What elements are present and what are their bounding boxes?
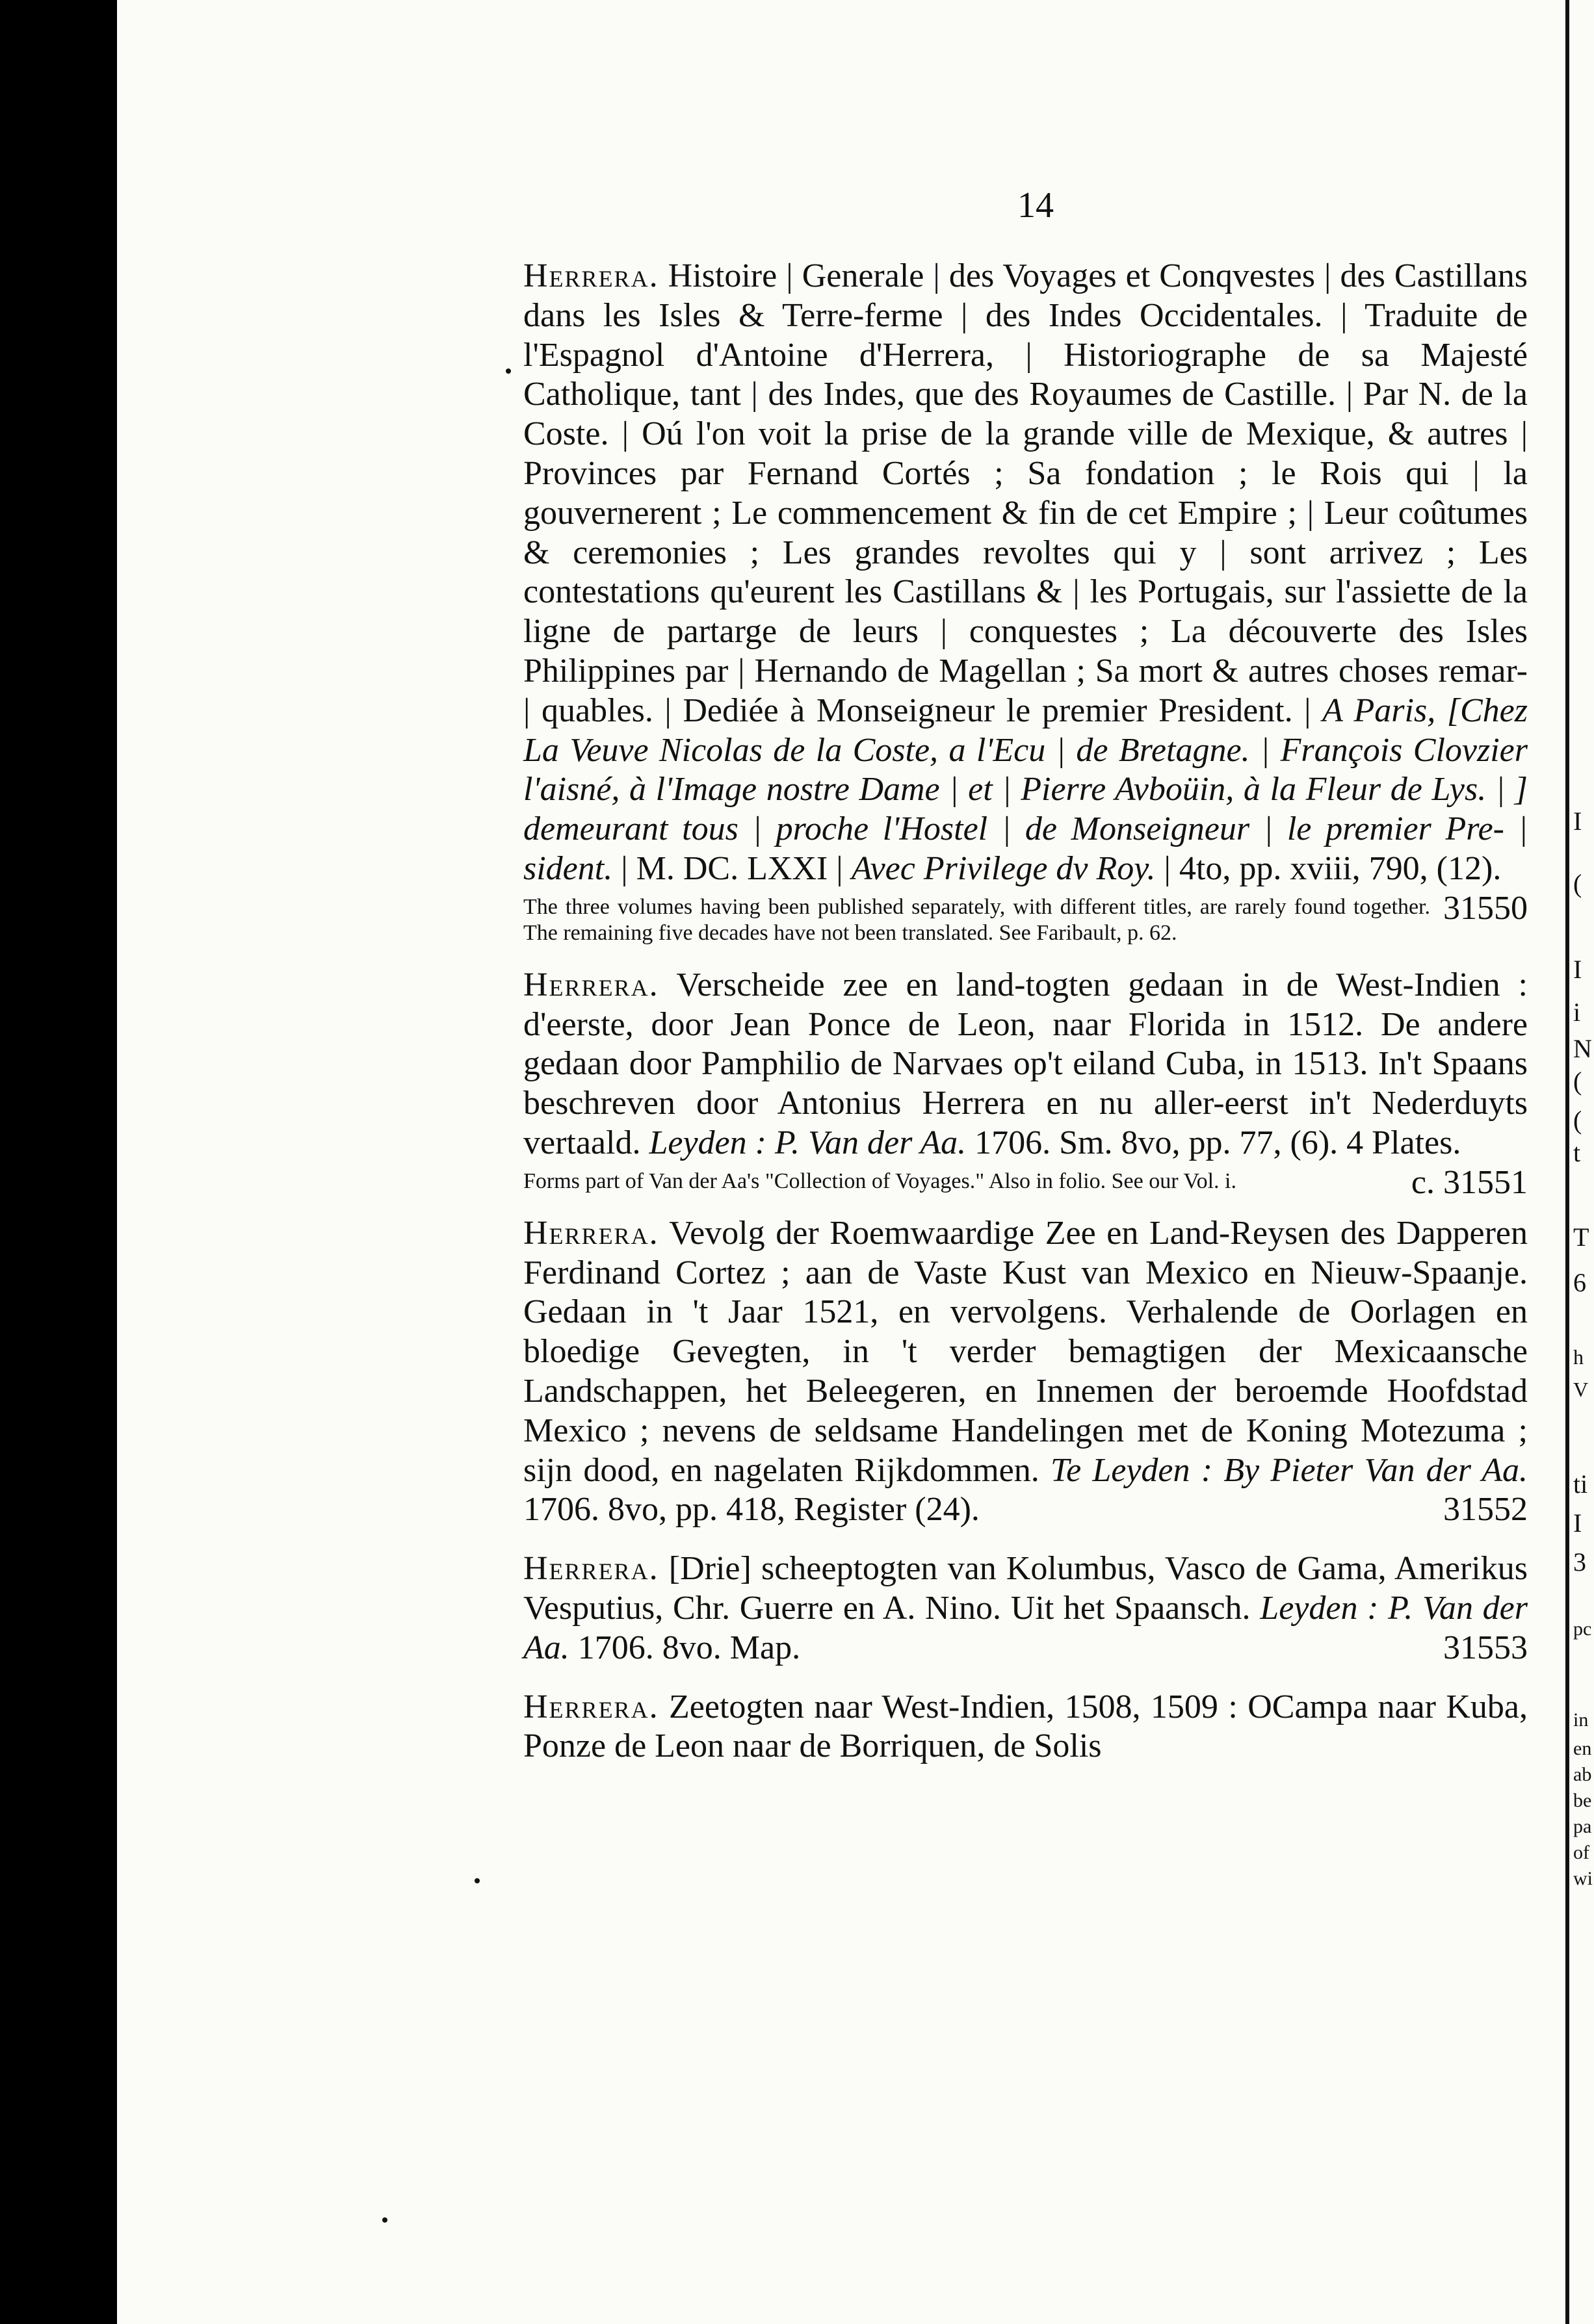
entry-heading: Herrera. bbox=[523, 1214, 659, 1252]
fragment: h bbox=[1573, 1345, 1584, 1369]
entry-note: The three volumes having been published separately, with different titles, are rarely found together. The remaining five decades have not been translated. See Faribault, p. 62. bbox=[523, 894, 1430, 945]
fragment: ab bbox=[1573, 1764, 1592, 1785]
entry-imprint: Leyden : P. Van der Aa. bbox=[649, 1124, 967, 1161]
adjacent-page-edge bbox=[1565, 0, 1594, 2324]
entry-number: 31553 bbox=[1443, 1629, 1528, 1666]
entry-number: 31552 bbox=[1443, 1491, 1528, 1529]
entry-heading: Herrera. bbox=[523, 966, 659, 1003]
fragment: ( bbox=[1573, 1105, 1582, 1135]
entry-privilege: Avec Privilege dv Roy. bbox=[851, 849, 1156, 887]
entry-31552 bbox=[523, 1214, 1528, 1530]
fragment: of bbox=[1573, 1842, 1589, 1863]
fragment: I bbox=[1573, 807, 1582, 836]
entry-title: Histoire | Generale | des Voyages et Conqvestes | des Castillans dans les Isles & Terre-ferme | des Indes Occidentales. | Traduite de l'Espagnol d'Antoine d'Herrera, | Historiographe de sa Majesté Catholique, tant | des Indes, que des Royaumes de Castille. | Par N. de la Coste. | Oú l'on voit la prise de la grande ville de Mexique, & autres | Provinces par Fernand Cortés ; Sa fondation ; le Rois qui | la gouvernerent ; Le commencement & fin de cet Empire ; | Leur coûtumes & ceremonies ; Les grandes revoltes qui y | sont arrivez ; Les contestations qu'eurent les Castillans & | les Portugais, sur l'assiette de la ligne de partarge de leurs | conquestes ; La découverte des Isles Philippines par | Hernando de Magellan ; Sa mort & autres choses remar- | quables. | Dediée à Monseigneur le premier President. | bbox=[523, 257, 1528, 729]
entry-title: Vevolg der Roemwaardige Zee en Land-Reysen des Dapperen Ferdinand Cortez ; aan de Vaste Kust van Mexico en Nieuw-Spaanje. Gedaan in 't Jaar 1521, en vervolgens. Verhalende de Oorlagen en bloedige Gevegten, in 't verder bemagtigen der Mexicaansche Landschappen, het Beleegeren, en Innemen der beroemde Hoofdstad Mexico ; nevens de seldsame Handelingen met de Koning Motezuma ; sijn dood, en nagelaten Rijkdommen. bbox=[523, 1214, 1528, 1489]
fragment: I bbox=[1573, 1508, 1582, 1538]
entry-title: Zeetogten naar West-Indien, 1508, 1509 : OCampa naar Kuba, Ponze de Leon naar de Borriquen, de Solis bbox=[523, 1688, 1528, 1765]
entry-number: 31550 bbox=[1443, 889, 1528, 927]
entry-title: [Drie] scheeptogten van Kolumbus, Vasco de Gama, Amerikus Vesputius, Chr. Guerre en A. Nino. Uit het Spaansch. bbox=[523, 1550, 1528, 1627]
ink-speck bbox=[475, 1878, 480, 1883]
entry-collation: 1706. 8vo. Map. bbox=[577, 1629, 801, 1666]
ink-speck bbox=[382, 2217, 387, 2223]
entry-partial bbox=[523, 1688, 1528, 1767]
fragment: in bbox=[1573, 1709, 1589, 1731]
entry-heading: Herrera. bbox=[523, 1688, 659, 1725]
entry-imprint: A Paris, [Chez La Veuve Nicolas de la Coste, a l'Ecu | de Bretagne. | François Clovzier l'aisné, à l'Image nostre Dame | et | Pierre Avboüin, à la Fleur de Lys. | ] demeurant tous | proche l'Hostel | de Monseigneur | le premier Pre- | sident. bbox=[523, 691, 1528, 887]
entry-heading: Herrera. bbox=[523, 257, 659, 294]
fragment: 6 bbox=[1573, 1268, 1586, 1297]
fragment: t bbox=[1573, 1138, 1581, 1167]
fragment: I bbox=[1573, 955, 1582, 984]
entry-date: | M. DC. LXXI | bbox=[621, 849, 843, 887]
entry-collation: | 4to, pp. xviii, 790, (12). bbox=[1164, 849, 1502, 887]
entry-31553 bbox=[523, 1549, 1528, 1668]
fragment: wi bbox=[1573, 1868, 1593, 1889]
entry-number: c. 31551 bbox=[1411, 1163, 1528, 1201]
fragment: N bbox=[1573, 1034, 1592, 1063]
entry-collation: 1706. 8vo, pp. 418, Register (24). bbox=[523, 1491, 980, 1529]
fragment: be bbox=[1573, 1790, 1592, 1811]
ink-speck bbox=[506, 368, 511, 374]
fragment: V bbox=[1573, 1378, 1589, 1401]
page-number: 14 bbox=[1017, 185, 1054, 226]
fragment: pa bbox=[1573, 1816, 1592, 1837]
entry-collation: 1706. Sm. 8vo, pp. 77, (6). 4 Plates. bbox=[974, 1124, 1461, 1161]
fragment: en bbox=[1573, 1738, 1592, 1759]
fragment: ti bbox=[1573, 1469, 1588, 1499]
fragment: pc bbox=[1573, 1618, 1592, 1640]
entry-imprint: Leyden : P. Van der Aa. bbox=[523, 1589, 1528, 1666]
fragment: i bbox=[1573, 998, 1581, 1027]
fragment: T bbox=[1573, 1222, 1589, 1252]
entry-title: Verscheide zee en land-togten gedaan in de West-Indien : d'eerste, door Jean Ponce de Leon, naar Florida in 1512. De andere gedaan door Pamphilio de Narvaes op't eiland Cuba, in 1513. In't Spaans beschreven door Antonius Herrera en nu aller-eerst in't Nederduyts vertaald. bbox=[523, 966, 1528, 1161]
fragment: ( bbox=[1573, 869, 1582, 898]
fragment: 3 bbox=[1573, 1547, 1586, 1577]
fragment: ( bbox=[1573, 1066, 1582, 1096]
entry-note: Forms part of Van der Aa's "Collection of Voyages." Also in folio. See our Vol. i. bbox=[523, 1168, 1236, 1193]
bibliography-column bbox=[523, 257, 1528, 1766]
entry-heading: Herrera. bbox=[523, 1550, 659, 1588]
entry-imprint: Te Leyden : By Pieter Van der Aa. bbox=[1050, 1451, 1528, 1489]
